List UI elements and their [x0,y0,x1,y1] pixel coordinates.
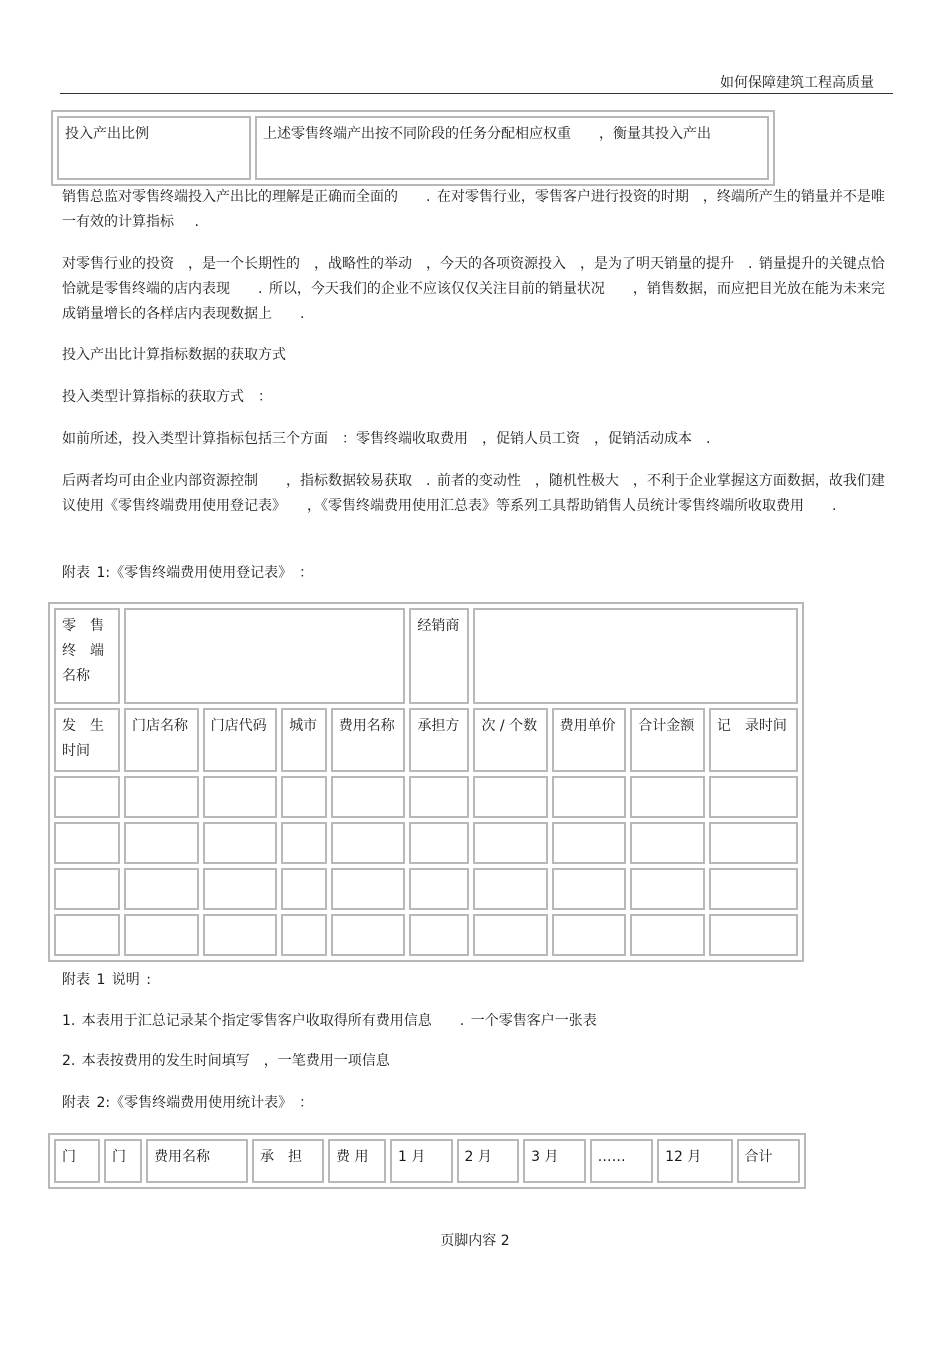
page-header-title: 如何保障建筑工程高质量 [720,75,874,91]
table-header-row [54,708,798,772]
column-header: 承 担 [252,1139,324,1183]
dealer-value-cell [473,608,798,704]
column-header: 合计金额 [630,708,705,772]
column-header: 合计 [737,1139,801,1183]
column-header: 费用名称 [146,1139,248,1183]
table-cell [630,776,705,818]
table-row [54,868,798,910]
table-cell [331,914,406,956]
column-header: 12 月 [657,1139,732,1183]
table-note-heading: 附表 1 说明 : [62,972,151,988]
table-cell [54,914,120,956]
table-cell [281,822,327,864]
table-cell [124,776,199,818]
table-cell [124,822,199,864]
section-heading: 投入类型计算指标的获取方式 ： [62,389,272,405]
table-row [54,776,798,818]
column-header: 费用单价 [552,708,627,772]
column-header: 费用名称 [331,708,406,772]
page-footer: 页脚内容 2 [440,1233,510,1249]
table-caption: 附表 2:《零售终端费用使用统计表》 ： [62,1095,314,1111]
section-heading: 投入产出比计算指标数据的获取方式 [62,347,286,363]
paragraph: 对零售行业的投资 ，是一个长期性的 ，战略性的举动 ，今天的各项资源投入 ，是为了明天销量的提升 . 销量提升的关键点恰恰就是零售终端的店内表现 . 所以，今天我们的企业不应该仅仅关注目前的销量状况 ，销售数据，而应把目光放在能为未来完成销量增长的各样店内表现数据上 . [62,256,885,322]
column-header: 3 月 [523,1139,586,1183]
table-cell [203,822,278,864]
table-cell [630,822,705,864]
header-divider [60,93,893,94]
dealer-label-cell: 经销商 [409,608,469,704]
column-header: 次 / 个数 [473,708,547,772]
column-header: 2 月 [457,1139,520,1183]
table-cell [709,822,798,864]
column-header: 门 [54,1139,100,1183]
table-cell [54,822,120,864]
input-output-ratio-table [51,110,775,186]
table-cell [552,822,627,864]
table-row [54,822,798,864]
table-note: 2. 本表按费用的发生时间填写 ，一笔费用一项信息 [62,1053,390,1069]
expense-registration-table [48,602,804,962]
table-cell [409,776,469,818]
store-name-value-cell [124,608,405,704]
table-cell [630,914,705,956]
column-header: 城市 [281,708,327,772]
table-cell [709,776,798,818]
table-row [57,116,769,180]
table-cell [409,868,469,910]
table-cell [473,868,547,910]
table-cell [203,914,278,956]
column-header: 费 用 [328,1139,386,1183]
table-cell [409,822,469,864]
table-cell [409,914,469,956]
table-cell [281,868,327,910]
table-cell [331,822,406,864]
table-cell [281,776,327,818]
column-header: 门 [104,1139,142,1183]
table-cell [203,776,278,818]
table-cell [54,776,120,818]
column-header: 记 录时间 [709,708,798,772]
table-cell [473,822,547,864]
column-header: 门店名称 [124,708,199,772]
paragraph: 如前所述，投入类型计算指标包括三个方面 ：零售终端收取费用 ，促销人员工资 ，促销活动成本 . [62,431,711,447]
table-note: 1. 本表用于汇总记录某个指定零售客户收取得所有费用信息 . 一个零售客户一张表 [62,1013,597,1029]
column-header: 1 月 [390,1139,453,1183]
table-cell [709,914,798,956]
table-caption: 附表 1:《零售终端费用使用登记表》 ： [62,565,314,581]
table-cell [124,914,199,956]
table-row [54,914,798,956]
expense-statistics-table [48,1133,806,1189]
table-cell [54,868,120,910]
table-cell [203,868,278,910]
column-header: …… [590,1139,653,1183]
table-cell [552,914,627,956]
column-header: 发 生时间 [54,708,120,772]
table-cell-label: 投入产出比例 [57,116,251,180]
column-header: 门店代码 [203,708,278,772]
table-cell [331,776,406,818]
table-cell [473,914,547,956]
paragraph: 销售总监对零售终端投入产出比的理解是正确而全面的 . 在对零售行业，零售客户进行投资的时期 ，终端所产生的销量并不是唯一有效的计算指标 . [62,189,885,230]
table-cell [630,868,705,910]
table-cell [552,868,627,910]
table-cell [281,914,327,956]
table-cell [552,776,627,818]
table-cell-content: 上述零售终端产出按不同阶段的任务分配相应权重 ，衡量其投入产出 [255,116,769,180]
column-header: 承担方 [409,708,469,772]
store-name-label-cell: 零 售终 端名称 [54,608,120,704]
paragraph: 后两者均可由企业内部资源控制 ，指标数据较易获取 . 前者的变动性 ，随机性极大 ，不利于企业掌握这方面数据，故我们建议使用《零售终端费用使用登记表》 ，《零售终端费用使用汇总表》等系列工具帮助销售人员统计零售终端所收取费用 . [62,473,885,514]
table-cell [124,868,199,910]
table-cell [331,868,406,910]
table-cell [709,868,798,910]
table-header-row [54,1139,800,1183]
table-row [54,608,798,704]
table-cell [473,776,547,818]
